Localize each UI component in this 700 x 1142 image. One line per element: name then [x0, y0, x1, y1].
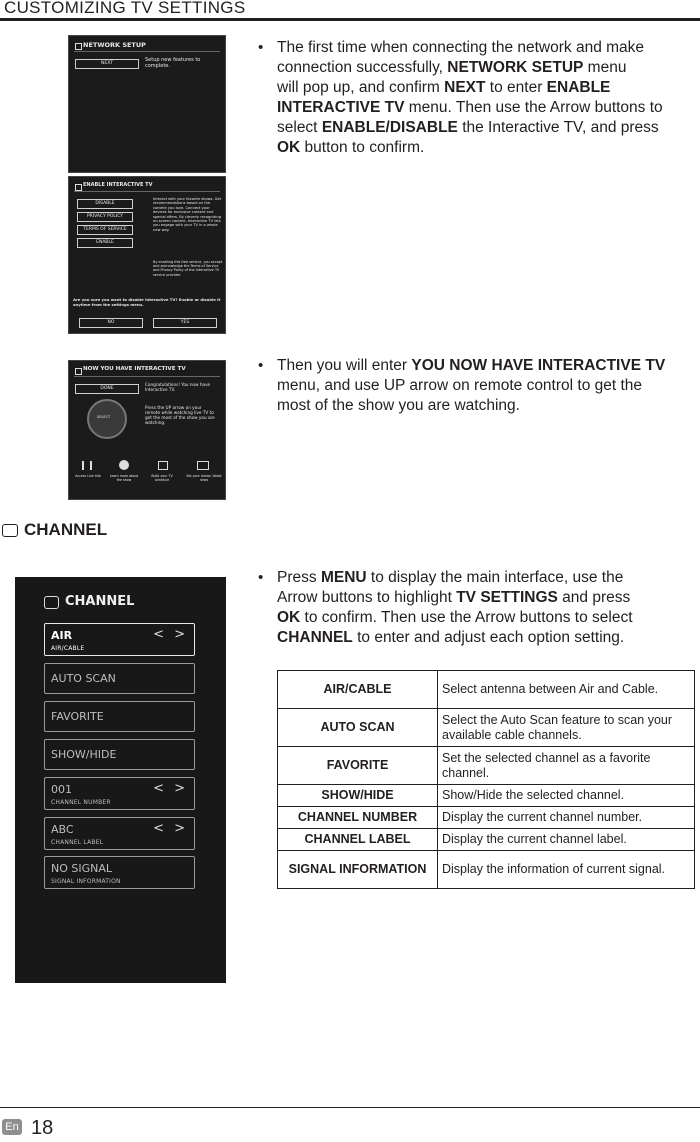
icon-caption: Build your TV schedule [151, 474, 173, 482]
screen-divider [74, 51, 220, 52]
tv-logo-icon [75, 184, 82, 191]
channel-paragraph [277, 568, 697, 648]
footer-divider [0, 1107, 700, 1108]
table-key: FAVORITE [278, 747, 438, 785]
para-line: OK button to confirm. [277, 139, 425, 156]
menu-item-title: SHOW/HIDE [51, 748, 117, 761]
channel-checkbox-icon [2, 524, 18, 537]
table-row [278, 807, 695, 829]
para-line: CHANNEL to enter and adjust each option setting. [277, 629, 625, 646]
network-screen-text: Setup new features to complete. [145, 57, 201, 69]
bullet: • [258, 39, 264, 56]
now-interactive-screenshot [68, 360, 226, 500]
menu-item-title: NO SIGNAL [51, 862, 113, 875]
channel-options-table [277, 670, 695, 889]
calendar-icon [158, 461, 168, 470]
para-line: Arrow buttons to highlight TV SETTINGS and press [277, 589, 631, 606]
para-line: connection successfully, NETWORK SETUP menu [277, 59, 627, 76]
tv-icon [197, 461, 209, 470]
icon-caption: Set your shows' latest news [186, 474, 222, 482]
yes-button: YES [153, 318, 217, 328]
enable-disable-button: DISABLE [77, 199, 133, 209]
bars-icon [82, 461, 92, 470]
interactive-tv-paragraph [277, 356, 700, 416]
menu-item-channel-label [44, 817, 195, 850]
now-screen-congrats: Congratulations! You now have Interactive TV. [145, 382, 211, 392]
para-line: most of the show you are watching. [277, 397, 520, 414]
table-key: AUTO SCAN [278, 709, 438, 747]
table-value: Select antenna between Air and Cable. [438, 671, 695, 709]
left-right-arrows-icon: < > [153, 821, 188, 836]
network-screen-title: NETWORK SETUP [83, 41, 146, 49]
tv-logo-icon [75, 43, 82, 50]
enable-screen-title: ENABLE INTERACTIVE TV [83, 182, 153, 188]
language-badge: En [2, 1119, 22, 1135]
menu-item-show-hide [44, 739, 195, 770]
enable-interactive-screenshot [68, 176, 226, 334]
now-screen-instructions: Press the UP arrow on your remote while watching live TV to get the most of the show you are watching. [145, 405, 215, 425]
icon-caption: Access Live info [75, 474, 101, 478]
remote-select-label: SELECT [97, 415, 111, 419]
table-row [278, 829, 695, 851]
menu-item-channel-number [44, 777, 195, 810]
table-value: Set the selected channel as a favorite channel. [438, 747, 695, 785]
channel-menu-screenshot [15, 577, 226, 983]
bullet: • [258, 357, 264, 374]
table-row [278, 709, 695, 747]
header-divider [0, 18, 700, 21]
table-value: Show/Hide the selected channel. [438, 785, 695, 807]
info-icon [119, 460, 129, 470]
enable-screen-terms: By enabling this free service, you accept and acknowledge the Terms of Service and Privacy Policy of the Interactive TV service provider. [153, 260, 223, 277]
enable-screen-question: Are you sure you want to disable Interactive TV? Enable or disable it anytime from the settings menu. [73, 297, 221, 307]
para-line: INTERACTIVE TV menu. Then use the Arrow buttons to [277, 99, 663, 116]
para-line: OK to confirm. Then use the Arrow buttons to select [277, 609, 633, 626]
menu-item-air [44, 623, 195, 656]
menu-item-title: AUTO SCAN [51, 672, 116, 685]
menu-item-sub: CHANNEL LABEL [51, 839, 104, 846]
now-screen-title: NOW YOU HAVE INTERACTIVE TV [83, 366, 186, 372]
table-key: CHANNEL LABEL [278, 829, 438, 851]
menu-item-sub: SIGNAL INFORMATION [51, 878, 121, 885]
network-next-button: NEXT [75, 59, 139, 69]
menu-checkbox-icon [44, 596, 59, 609]
menu-item-sub: AIR/CABLE [51, 645, 85, 652]
para-line: will pop up, and confirm NEXT to enter ENABLE [277, 79, 611, 96]
menu-item-auto-scan [44, 663, 195, 694]
table-value: Display the information of current signal. [438, 851, 695, 889]
page-header-title: CUSTOMIZING TV SETTINGS [4, 0, 246, 17]
table-row [278, 747, 695, 785]
menu-item-title: FAVORITE [51, 710, 104, 723]
enable-screen-text: Interact with your favorite shows. Get recommendations based on the content you love. Connect your devices for exclusive content and special offers. By cleverly recognizing on-screen content, Interactive TV lets you engage with your TV in a whole new way. [153, 197, 222, 232]
page-number: 18 [31, 1117, 54, 1139]
channel-section-heading: CHANNEL [24, 520, 108, 539]
para-line: Then you will enter YOU NOW HAVE INTERACTIVE TV [277, 357, 666, 374]
tv-logo-icon [75, 368, 82, 375]
menu-item-title: AIR [51, 629, 73, 642]
bullet: • [258, 569, 264, 586]
table-value: Display the current channel number. [438, 807, 695, 829]
channel-menu-title: CHANNEL [65, 594, 135, 609]
network-setup-screenshot [68, 35, 226, 173]
table-row [278, 671, 695, 709]
left-right-arrows-icon: < > [153, 781, 188, 796]
para-line: select ENABLE/DISABLE the Interactive TV, and press [277, 119, 659, 136]
para-line: Press MENU to display the main interface, use the [277, 569, 624, 586]
table-key: SIGNAL INFORMATION [278, 851, 438, 889]
terms-of-service-button: TERMS OF SERVICE [77, 225, 133, 235]
icon-caption: Learn more about the show [109, 474, 139, 482]
network-setup-paragraph [277, 38, 697, 158]
privacy-policy-button: PRIVACY POLICY [77, 212, 133, 222]
table-value: Select the Auto Scan feature to scan your available cable channels. [438, 709, 695, 747]
para-line: The first time when connecting the network and make [277, 39, 645, 56]
remote-dpad-icon [87, 399, 127, 439]
menu-item-signal-information [44, 856, 195, 889]
table-key: CHANNEL NUMBER [278, 807, 438, 829]
menu-item-title: ABC [51, 823, 74, 836]
menu-item-title: 001 [51, 783, 72, 796]
enable-button: ENABLE [77, 238, 133, 248]
para-line: menu, and use UP arrow on remote control to get the [277, 377, 643, 394]
table-key: SHOW/HIDE [278, 785, 438, 807]
done-button: DONE [75, 384, 139, 394]
table-key: AIR/CABLE [278, 671, 438, 709]
table-row [278, 785, 695, 807]
menu-item-sub: CHANNEL NUMBER [51, 799, 111, 806]
no-button: NO [79, 318, 143, 328]
table-row [278, 851, 695, 889]
table-value: Display the current channel label. [438, 829, 695, 851]
left-right-arrows-icon: < > [153, 627, 188, 642]
screen-divider [74, 376, 220, 377]
menu-item-favorite [44, 701, 195, 732]
screen-divider [74, 191, 220, 192]
